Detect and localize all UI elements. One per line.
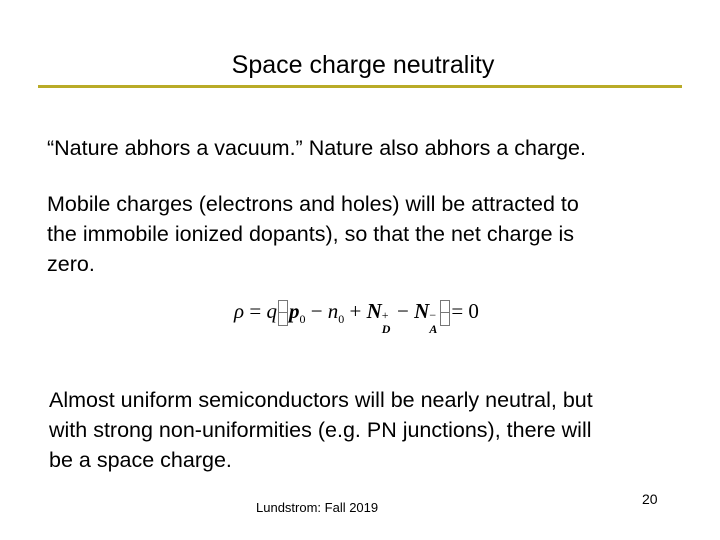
electron-density: n — [327, 299, 339, 323]
bracket-glyph — [278, 300, 288, 326]
neutrality-equation — [234, 294, 479, 337]
mobile-charges-paragraph — [47, 189, 579, 279]
paragraph-line: Almost uniform semiconductors will be nearly neutral, but — [49, 388, 593, 412]
donor-indices — [381, 303, 392, 337]
paragraph-line: zero. — [47, 252, 95, 276]
bracket-glyph — [440, 300, 450, 326]
minus-sign: − — [397, 299, 409, 323]
donor-density: N — [366, 299, 382, 323]
paragraph-line: be a space charge. — [49, 448, 232, 472]
subscript: 0 — [299, 312, 306, 326]
superscript: + — [381, 308, 389, 323]
zero: 0 — [468, 299, 479, 323]
rho-symbol: ρ — [234, 299, 245, 323]
intro-paragraph: “Nature abhors a vacuum.” Nature also abhors a charge. — [47, 136, 586, 160]
paragraph-line: the immobile ionized dopants), so that the net charge is — [47, 222, 575, 246]
acceptor-density: N — [414, 299, 430, 323]
footer-text: Lundstrom: Fall 2019 — [256, 500, 379, 515]
superscript: − — [429, 308, 437, 323]
subscript: A — [429, 322, 438, 337]
minus-sign: − — [310, 299, 323, 323]
hole-density: p — [288, 299, 300, 323]
title-underline — [38, 85, 682, 88]
paragraph-line: with strong non-uniformities (e.g. PN junctions), there will — [49, 418, 592, 442]
page-number: 20 — [642, 491, 658, 507]
paragraph-line: Mobile charges (electrons and holes) will be attracted to — [47, 192, 579, 216]
equals-sign: = — [451, 299, 464, 323]
equals-sign: = — [249, 299, 262, 323]
subscript: D — [381, 322, 391, 337]
subscript: 0 — [338, 312, 345, 326]
charge-q: q — [266, 299, 277, 323]
slide-title: Space charge neutrality — [231, 51, 495, 79]
plus-sign: + — [349, 299, 362, 323]
uniform-semiconductors-paragraph — [49, 385, 593, 475]
acceptor-indices — [429, 303, 439, 337]
